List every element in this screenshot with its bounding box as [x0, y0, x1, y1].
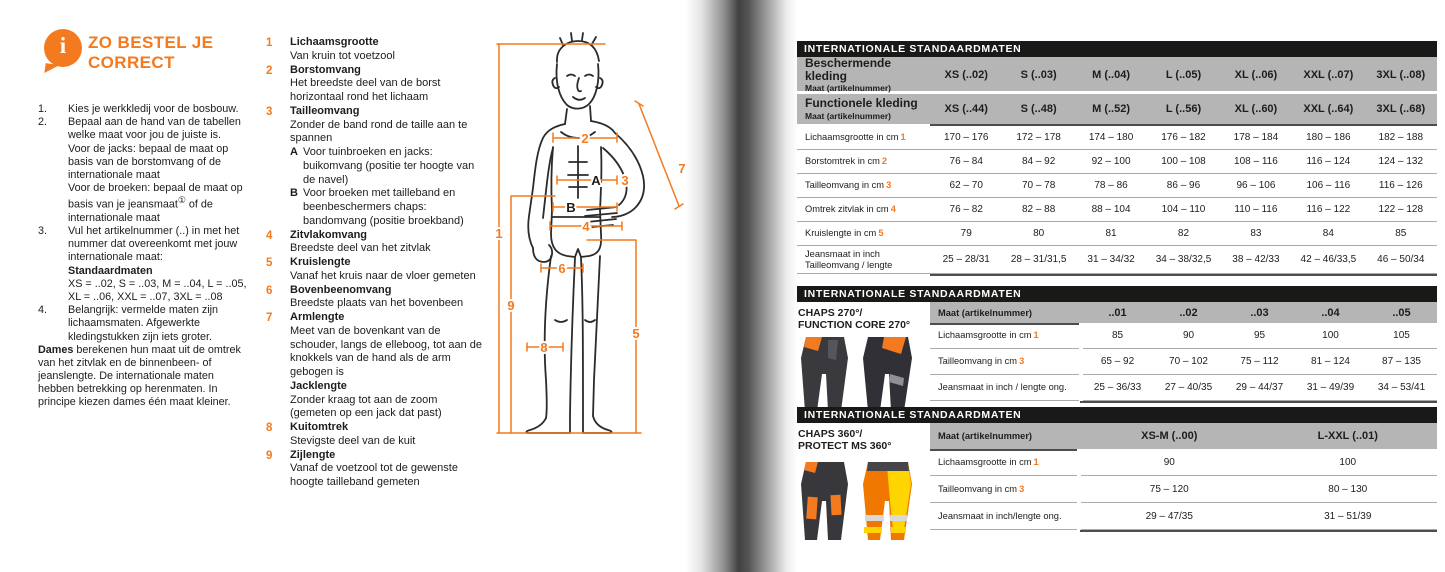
label-3: 3 — [621, 173, 629, 188]
howto-step-3 — [38, 225, 250, 304]
table-row: Kruislengte in cm 5 79 80 81 82 83 84 85 — [797, 222, 1437, 246]
label-6: 6 — [558, 261, 566, 276]
product-zone-chaps-360 — [797, 423, 930, 532]
measurement-figure — [483, 20, 698, 448]
howto-instructions — [38, 103, 250, 410]
table-row: Jeansmaat in inch Tailleomvang / lengte 25 – 28/31 28 – 31/31,5 31 – 34/32 34 – 38/32,5 38 – 42/33 42 – 46/33,5 46 – 50/34 — [797, 246, 1437, 274]
measure-item-7: 7 Armlengte Meet van de bovenkant van de schouder, langs de elleboog, tot aan de knokkels van de hand als de arm gebogen is Jacklengte Zonder kraag tot aan de zoom (gemeten op een jack dat past) — [266, 311, 483, 420]
chaps-270-size-table — [930, 302, 1437, 403]
measure-sub-a: A Voor tuinbroeken en jacks: buikomvang (positie ter hoogte van de navel) — [290, 146, 475, 186]
product-zone-chaps-270 — [797, 302, 930, 403]
step-text: Voor de jacks: bepaal de maat op basis van de borstomvang of de internationale maat — [68, 142, 229, 181]
info-icon — [44, 29, 82, 67]
table-bottom-border — [1080, 530, 1437, 532]
page-gutter — [686, 0, 798, 572]
column-gap — [1077, 449, 1081, 530]
measure-item-4: 4 Zitvlakomvang Breedste deel van het zitvlak — [266, 228, 431, 255]
table2-header: Maat (artikelnummer) ..01 ..02 ..03 ..04 ..05 — [930, 302, 1437, 323]
dames-note: Dames berekenen hun maat uit de omtrek van het zitvlak en de binnenbeen- of jeanslengte. De internationale maten hebben betrekking op herenmaten. In principe kiezen dames één maat kleiner. — [38, 343, 241, 409]
table-chaps-360 — [797, 407, 1437, 532]
label-a: A — [591, 173, 601, 188]
measure-item-1: 1 Lichaamsgrootte Van kruin tot voetzool — [266, 36, 395, 62]
measure-item-9: 9 Zijlengte Vanaf de voetzool tot de gewenste hoogte tailleband gemeten — [266, 448, 458, 488]
chaps-360-image — [798, 459, 924, 543]
measure-item-8: 8 Kuitomtrek Stevigste deel van de kuit — [266, 421, 416, 447]
measure-item-5: 5 Kruislengte Vanaf het kruis naar de vloer gemeten — [266, 256, 476, 282]
howto-step-2 — [38, 116, 250, 225]
label-2: 2 — [581, 131, 589, 146]
table-row: Lichaamsgrootte in cm 1 85 90 95 100 105 — [930, 323, 1437, 349]
table-row: Jeansmaat in inch / lengte ong. 25 – 36/33 27 – 40/35 29 – 44/37 31 – 49/39 34 – 53/41 — [930, 375, 1437, 401]
howto-step-1 — [38, 103, 250, 116]
table-row: Tailleomvang in cm 3 75 – 120 80 – 130 — [930, 476, 1437, 503]
step-text-bold: Standaardmaten — [68, 264, 153, 277]
label-b: B — [566, 200, 576, 215]
page-title-line1: ZO BESTEL JE — [88, 33, 214, 52]
table1-header-protective: Beschermende kleding Maat (artikelnummer) XS (..02) S (..03) M (..04) L (..05) XL (..06) XXL (..07) 3XL (..08) — [797, 57, 1437, 94]
table-row: Tailleomvang in cm 3 65 – 92 70 – 102 75 – 112 81 – 124 87 – 135 — [930, 349, 1437, 375]
table-row: Jeansmaat in inch/lengte ong. 29 – 47/35 31 – 51/39 — [930, 503, 1437, 530]
table-bottom-border — [1080, 401, 1437, 403]
step-text: Belangrijk: vermelde maten zijn lichaamsmaten. Afgewerkte kledingstukken zijn iets groter. — [68, 304, 219, 343]
chaps-360-size-table — [930, 423, 1437, 532]
table2-title-bar: INTERNATIONALE STANDAARDMATEN — [797, 286, 1437, 302]
label-1: 1 — [495, 226, 503, 241]
size-tables-page — [797, 0, 1437, 572]
step-text: Vul het artikelnummer (..) in met het nummer dat overeenkomt met jouw internationale maat: — [68, 225, 240, 264]
step-number: 1. — [38, 103, 48, 115]
page-title — [88, 33, 213, 74]
table-chaps-270 — [797, 286, 1437, 403]
measure-sub-b: B Voor broeken met tailleband en beenbeschermers chaps: bandomvang (positie broekband) — [290, 187, 464, 227]
step-text: Bepaal aan de hand van de tabellen welke maat voor jou de juiste is. — [68, 116, 241, 142]
table-row: Borstomtrek in cm 2 76 – 84 84 – 92 92 – 100 100 – 108 108 – 116 116 – 124 124 – 132 — [797, 150, 1437, 174]
chaps-270-image — [798, 334, 924, 414]
table-row: Lichaamsgrootte in cm 1 170 – 176 172 – 178 174 – 180 176 – 182 178 – 184 180 – 186 182 – 188 — [797, 126, 1437, 150]
label-9: 9 — [507, 298, 515, 313]
label-5: 5 — [632, 326, 640, 341]
product-title: CHAPS 360°/ PROTECT MS 360° — [798, 428, 892, 453]
table3-header: Maat (artikelnummer) XS-M (..00) L-XXL (..01) — [930, 423, 1437, 449]
column-gap — [1079, 323, 1083, 401]
footnote-marker: ① — [177, 195, 186, 206]
measure-item-3: 3 Tailleomvang Zonder de band rond de taille aan te spannen A Voor tuinbroeken en jacks: buikomvang (positie ter hoogte van de navel) B Voor broeken met tailleband en beenbeschermers chaps: bandomvang (positie broekband) — [266, 105, 486, 229]
step-number: 4. — [38, 304, 48, 317]
table-row: Tailleomvang in cm 3 62 – 70 70 – 78 78 – 86 86 – 96 96 – 106 106 – 116 116 – 126 — [797, 174, 1437, 198]
label-7: 7 — [678, 161, 686, 176]
step-text: Voor de broeken: bepaal de maat op basis van je jeansmaat① of de internationale maat — [68, 182, 243, 224]
label-8: 8 — [540, 340, 548, 355]
product-title: CHAPS 270°/ FUNCTION CORE 270° — [798, 307, 911, 332]
step-number: 3. — [38, 225, 48, 238]
page-title-line2: CORRECT — [88, 53, 175, 73]
table-bottom-border — [930, 274, 1437, 276]
step-text: XS = ..02, S = ..03, M = ..04, L = ..05, XL = ..06, XXL = ..07, 3XL = ..08 — [68, 277, 247, 303]
label-4: 4 — [582, 219, 590, 234]
table-row: Lichaamsgrootte in cm 1 90 100 — [930, 449, 1437, 476]
measure-item-2: 2 Borstomvang Het breedste deel van de borst horizontaal rond het lichaam — [266, 63, 441, 103]
howto-step-4 — [38, 304, 250, 344]
man-diagram — [483, 20, 698, 448]
measure-item-6: 6 Bovenbeenomvang Breedste plaats van het bovenbeen — [266, 283, 464, 310]
table3-title-bar: INTERNATIONALE STANDAARDMATEN — [797, 407, 1437, 423]
info-icon-glyph: i — [59, 33, 67, 58]
table-row: Omtrek zitvlak in cm 4 76 – 82 82 – 88 88 – 104 104 – 110 110 – 116 116 – 122 122 – 128 — [797, 198, 1437, 222]
measurement-legend — [266, 36, 486, 490]
table1-header-functional: Functionele kleding Maat (artikelnummer) XS (..44) S (..48) M (..52) L (..56) XL (..60) XXL (..64) 3XL (..68) — [797, 94, 1437, 124]
table-standard-sizes — [797, 41, 1437, 276]
step-text: Kies je werkkledij voor de bosbouw. — [68, 103, 239, 115]
table1-title-bar: INTERNATIONALE STANDAARDMATEN — [797, 41, 1437, 57]
step-number: 2. — [38, 116, 48, 129]
